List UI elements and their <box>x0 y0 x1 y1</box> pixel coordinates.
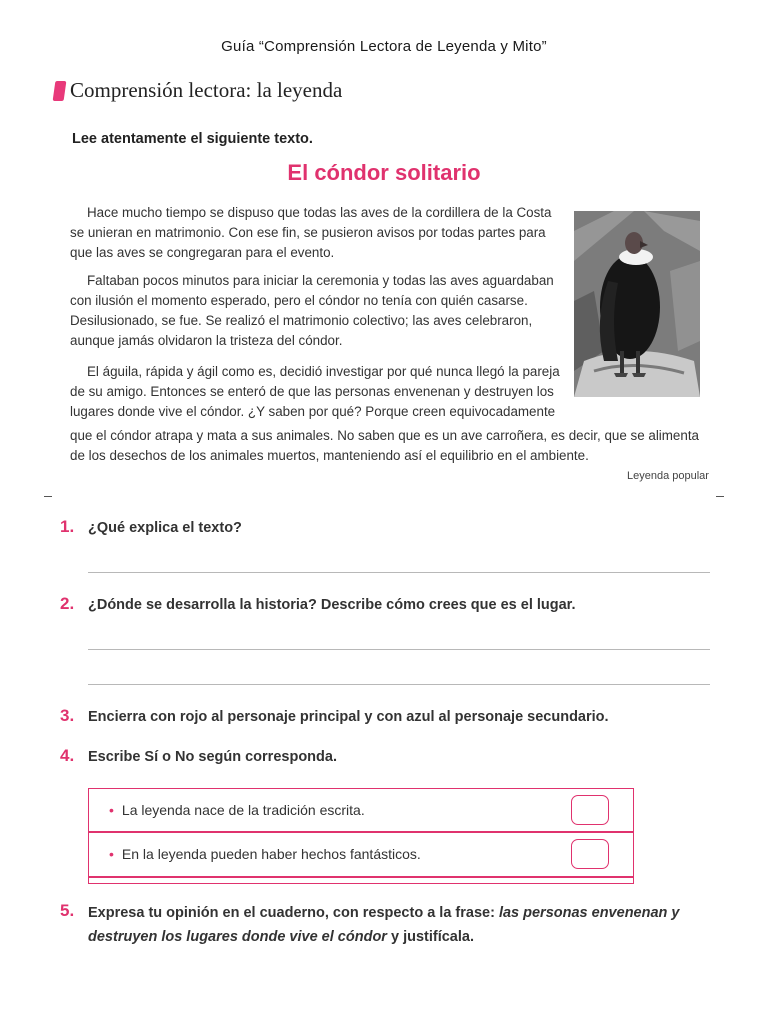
bullet: • <box>109 846 114 862</box>
question-number: 4. <box>60 746 75 765</box>
quoted-phrase: las personas envenenan y destruyen los lugares donde vive el cóndor <box>88 905 680 945</box>
answer-line[interactable] <box>88 649 710 650</box>
reading-instruction: Lee atentamente el siguiente texto. <box>72 131 313 147</box>
question-3 <box>60 706 609 726</box>
row-divider <box>89 876 633 878</box>
story-paragraph-3: El águila, rápida y ágil como es, decidió investigar por qué nunca llegó la pareja de su amigo. Entonces se enteró de que las personas envenenan y destruyen los lugares donde vive el cóndor. ¿Y saben por qué? Porque creen equivocadamente <box>70 364 560 419</box>
margin-tick-right <box>716 496 724 497</box>
bullet: • <box>109 802 114 818</box>
answer-box[interactable] <box>571 795 609 825</box>
yes-no-table <box>88 788 634 884</box>
story-paragraph-3-continued: que el cóndor atrapa y mata a sus animales. No saben que es un ave carroñera, es decir, que se alimenta de los desechos de los animales muertos, manteniendo así el equilibrio en el ambiente. <box>70 428 699 463</box>
statement-text: En la leyenda pueden haber hechos fantásticos. <box>121 846 421 862</box>
question-number: 2. <box>60 594 75 613</box>
question-text: ¿Dónde se desarrolla la historia? Describe cómo crees que es el lugar. <box>88 597 576 613</box>
question-text: Encierra con rojo al personaje principal y con azul al personaje secundario. <box>88 709 609 725</box>
question-text: Expresa tu opinión en el cuaderno, con respecto a la frase: <box>88 905 499 921</box>
story-title: El cóndor solitario <box>287 160 481 185</box>
margin-tick-left <box>44 496 52 497</box>
question-text: ¿Qué explica el texto? <box>88 520 242 536</box>
story-source: Leyenda popular <box>627 470 709 482</box>
question-number: 1. <box>60 517 75 536</box>
story-paragraph-1: Hace mucho tiempo se dispuso que todas las aves de la cordillera de la Costa se unieran en matrimonio. Con ese fin, se pusieron avisos por todas partes para que las aves se congregaran para el evento. <box>70 205 552 260</box>
question-number: 5. <box>60 901 75 920</box>
question-5 <box>88 901 713 949</box>
section-title-text: Comprensión lectora: la leyenda <box>70 78 343 102</box>
question-text: Escribe Sí o No según corresponda. <box>88 749 337 765</box>
section-marker <box>53 81 67 101</box>
statement-text: La leyenda nace de la tradición escrita. <box>121 802 365 818</box>
yes-no-row <box>89 789 633 831</box>
condor-photo <box>574 211 700 397</box>
question-2 <box>60 594 576 614</box>
question-5-number-wrap <box>60 901 74 921</box>
answer-line[interactable] <box>88 684 710 685</box>
document-header: Guía “Comprensión Lectora de Leyenda y Mito” <box>221 38 547 55</box>
story-paragraph-2: Faltaban pocos minutos para iniciar la ceremonia y todas las aves aguardaban con ilusión el momento esperado, pero el cóndor no tenía con quién casarse. Desilusionado, se fue. Se realizó el matrimonio colectivo; las aves celebraron, aunque jamás olvidaron la tristeza del cóndor. <box>70 273 554 348</box>
yes-no-row <box>89 833 633 875</box>
section-title <box>54 78 342 103</box>
answer-box[interactable] <box>571 839 609 869</box>
answer-line[interactable] <box>88 572 710 573</box>
question-text-end: y justifícala. <box>386 929 474 945</box>
question-4 <box>60 746 337 766</box>
question-1 <box>60 517 242 537</box>
question-number: 3. <box>60 706 75 725</box>
